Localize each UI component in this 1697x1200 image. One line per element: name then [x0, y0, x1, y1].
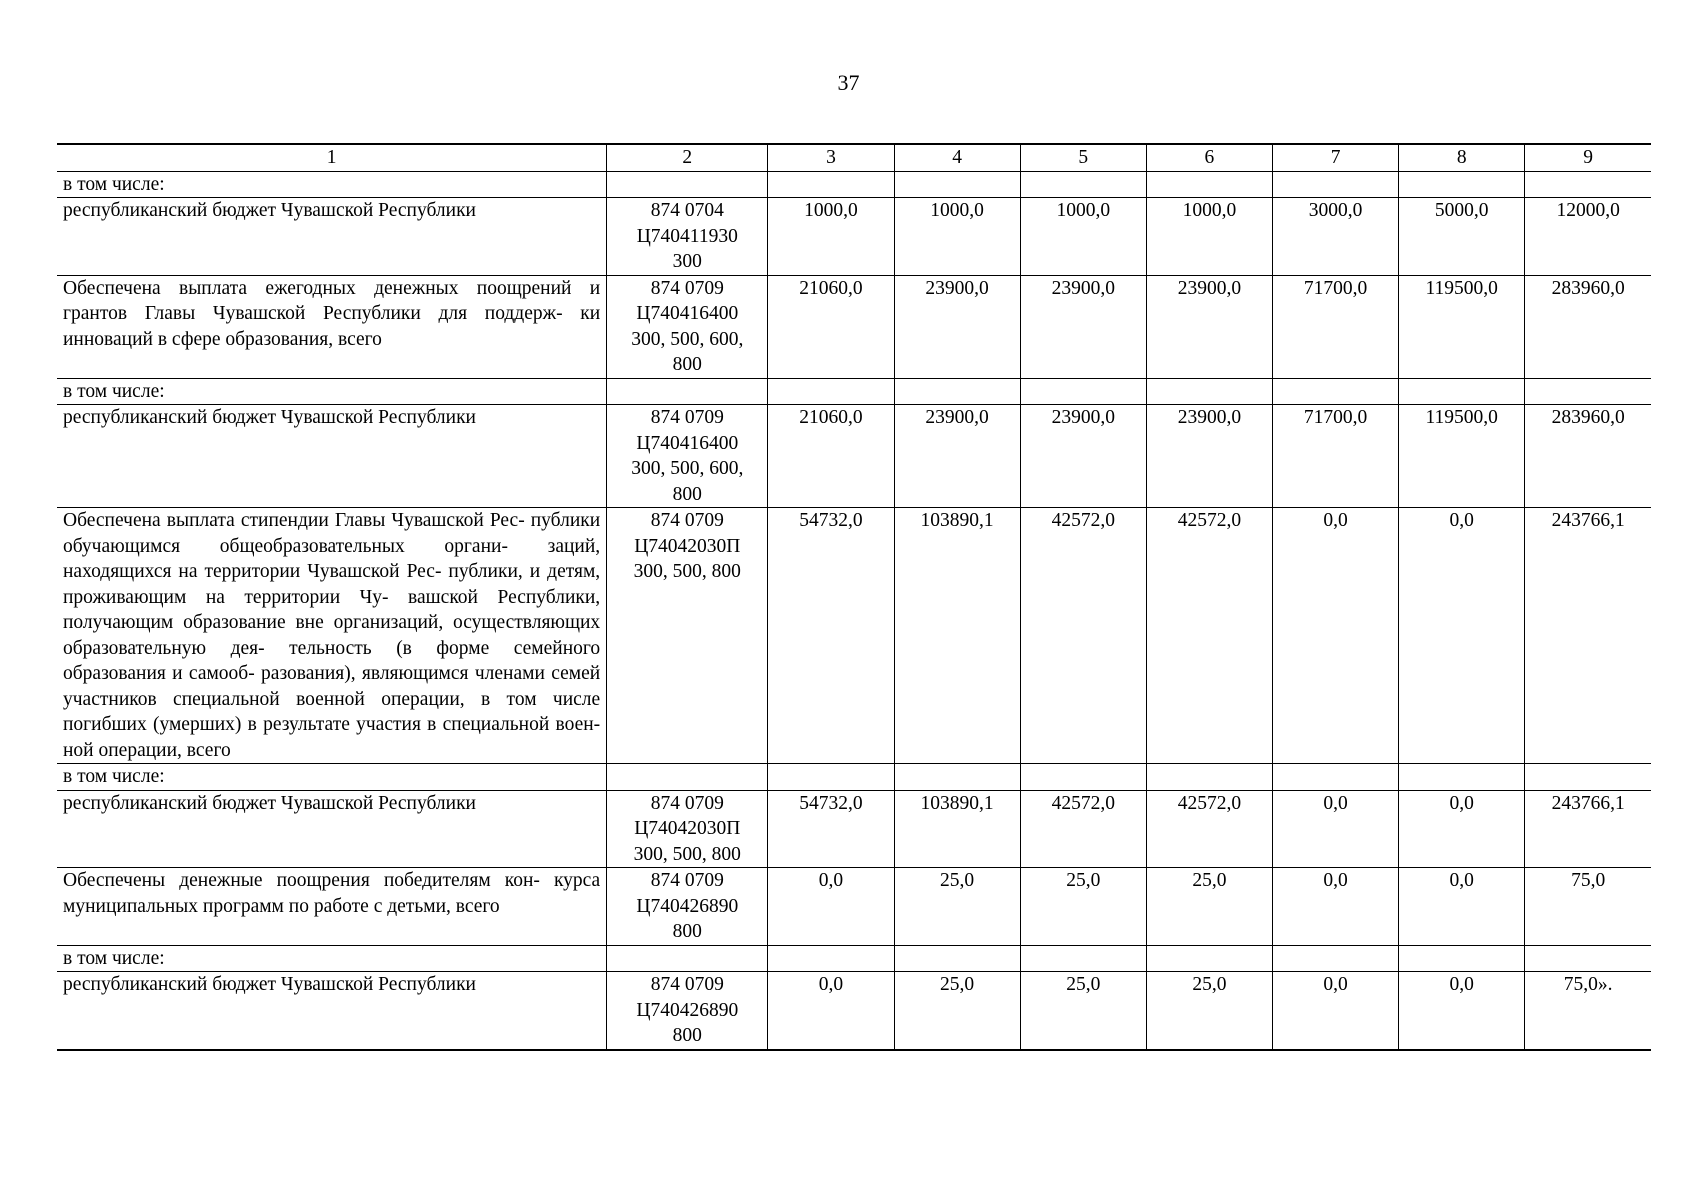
budget-code [607, 378, 768, 405]
header-cell: 3 [768, 144, 894, 171]
value-col-8: 0,0 [1399, 508, 1525, 764]
budget-code-line: Ц740411930 [636, 225, 738, 247]
value-col-4: 103890,1 [894, 790, 1020, 868]
budget-code [607, 764, 768, 791]
value-col-8: 0,0 [1399, 868, 1525, 946]
table-row [57, 508, 1651, 764]
value-col-4: 103890,1 [894, 508, 1020, 764]
value-col-5 [1020, 764, 1146, 791]
table-row [57, 275, 1651, 378]
value-col-4: 23900,0 [894, 275, 1020, 378]
subtotal-label-row [57, 171, 1651, 198]
value-col-7 [1273, 171, 1399, 198]
table-row [57, 405, 1651, 508]
row-description: Обеспечена выплата ежегодных денежных поощрений и грантов Главы Чувашской Республики для поддерж- ки инноваций в сфере образования, всего [57, 275, 607, 378]
budget-code [607, 405, 768, 508]
table-row [57, 972, 1651, 1050]
budget-code [607, 171, 768, 198]
value-col-9: 243766,1 [1525, 790, 1651, 868]
value-col-3 [768, 945, 894, 972]
row-description: республиканский бюджет Чувашской Республики [57, 790, 607, 868]
budget-code-line: Ц740426890 [636, 895, 739, 917]
subtotal-label-row [57, 945, 1651, 972]
table-row [57, 198, 1651, 276]
row-description: Обеспечены денежные поощрения победителям кон- курса муниципальных программ по работе с детьми, всего [57, 868, 607, 946]
value-col-9: 75,0 [1525, 868, 1651, 946]
value-col-9 [1525, 764, 1651, 791]
value-col-8: 0,0 [1399, 972, 1525, 1050]
row-description: в том числе: [57, 171, 607, 198]
value-col-4 [894, 171, 1020, 198]
value-col-5: 25,0 [1020, 972, 1146, 1050]
budget-code [607, 275, 768, 378]
budget-code [607, 790, 768, 868]
value-col-5: 23900,0 [1020, 275, 1146, 378]
value-col-6: 42572,0 [1146, 790, 1272, 868]
value-col-8 [1399, 171, 1525, 198]
budget-code-line: 874 0709 [650, 870, 724, 891]
budget-code-line: Ц74042030П [634, 818, 741, 839]
value-col-8: 119500,0 [1399, 405, 1525, 508]
value-col-6 [1146, 171, 1272, 198]
row-description: республиканский бюджет Чувашской Республики [57, 972, 607, 1050]
value-col-5: 23900,0 [1020, 405, 1146, 508]
value-col-4 [894, 378, 1020, 405]
row-description: в том числе: [57, 378, 607, 405]
subtotal-label-row [57, 764, 1651, 791]
table-row [57, 790, 1651, 868]
value-col-4: 1000,0 [894, 198, 1020, 276]
value-col-7: 0,0 [1273, 508, 1399, 764]
value-col-8: 119500,0 [1399, 275, 1525, 378]
value-col-6 [1146, 945, 1272, 972]
budget-code-line: 800 [672, 483, 702, 505]
value-col-4 [894, 945, 1020, 972]
value-col-3: 0,0 [768, 972, 894, 1050]
budget-code-line: 874 0709 [650, 407, 724, 428]
budget-code-line: 800 [672, 921, 702, 942]
budget-code-line: 874 0709 [650, 792, 724, 814]
value-col-6: 25,0 [1146, 972, 1272, 1050]
value-col-7 [1273, 945, 1399, 972]
value-col-8: 5000,0 [1399, 198, 1525, 276]
budget-code [607, 868, 768, 946]
value-col-9: 283960,0 [1525, 405, 1651, 508]
budget-code-line: 300, 500, 800 [633, 843, 741, 865]
value-col-5 [1020, 171, 1146, 198]
budget-code [607, 945, 768, 972]
budget-code-line: 300, 500, 600, [631, 458, 744, 479]
value-col-5 [1020, 945, 1146, 972]
budget-code-line: Ц740426890 [636, 999, 739, 1021]
value-col-5: 42572,0 [1020, 508, 1146, 764]
value-col-3 [768, 171, 894, 198]
header-cell: 7 [1273, 144, 1399, 171]
row-description: в том числе: [57, 945, 607, 972]
value-col-8 [1399, 945, 1525, 972]
budget-code [607, 508, 768, 764]
header-cell: 2 [607, 144, 768, 171]
header-cell: 5 [1020, 144, 1146, 171]
value-col-3: 1000,0 [768, 198, 894, 276]
budget-code [607, 972, 768, 1050]
row-description: республиканский бюджет Чувашской Республики [57, 198, 607, 276]
value-col-3 [768, 764, 894, 791]
header-cell: 9 [1525, 144, 1651, 171]
value-col-9: 12000,0 [1525, 198, 1651, 276]
budget-code-line: 300, 500, 600, [631, 328, 744, 350]
budget-code [607, 198, 768, 276]
table-row [57, 868, 1651, 946]
value-col-4 [894, 764, 1020, 791]
value-col-4: 23900,0 [894, 405, 1020, 508]
value-col-9 [1525, 171, 1651, 198]
value-col-6 [1146, 378, 1272, 405]
value-col-9: 75,0». [1525, 972, 1651, 1050]
value-col-3: 54732,0 [768, 508, 894, 764]
budget-code-line: 800 [672, 1025, 702, 1046]
value-col-7: 71700,0 [1273, 275, 1399, 378]
value-col-6: 1000,0 [1146, 198, 1272, 276]
value-col-3: 21060,0 [768, 405, 894, 508]
budget-code-line: Ц740416400 [636, 432, 739, 454]
budget-code-line: 874 0704 [650, 200, 724, 221]
value-col-9: 283960,0 [1525, 275, 1651, 378]
value-col-6: 25,0 [1146, 868, 1272, 946]
value-col-4: 25,0 [894, 972, 1020, 1050]
value-col-9 [1525, 945, 1651, 972]
header-cell: 1 [57, 144, 607, 171]
value-col-5: 42572,0 [1020, 790, 1146, 868]
value-col-7: 0,0 [1273, 972, 1399, 1050]
value-col-6: 42572,0 [1146, 508, 1272, 764]
page-number: 37 [837, 70, 860, 95]
budget-code-line: 300 [672, 251, 702, 272]
value-col-5: 25,0 [1020, 868, 1146, 946]
value-col-3: 54732,0 [768, 790, 894, 868]
value-col-6: 23900,0 [1146, 275, 1272, 378]
row-description: республиканский бюджет Чувашской Республики [57, 405, 607, 508]
value-col-3: 0,0 [768, 868, 894, 946]
budget-code-line: 874 0709 [650, 277, 724, 299]
value-col-4: 25,0 [894, 868, 1020, 946]
row-description: Обеспечена выплата стипендии Главы Чувашской Рес- публики обучающимся общеобразовательных органи- заций, находящихся на территории Чувашской Рес- публики, и детям, проживающим на территории Чу- вашской Республики, получающим образование вне организаций, осуществляющих образовательную дея- тельность (в форме семейного образования и самооб- разования), являющимся членами семей участников специальной военной операции, в том числе погибших (умерших) в результате участия в специальной воен- ной операции, всего [57, 508, 607, 764]
header-cell: 6 [1146, 144, 1272, 171]
value-col-8 [1399, 764, 1525, 791]
value-col-6 [1146, 764, 1272, 791]
value-col-7 [1273, 378, 1399, 405]
budget-code-line: 300, 500, 800 [633, 561, 741, 582]
value-col-9: 243766,1 [1525, 508, 1651, 764]
value-col-8: 0,0 [1399, 790, 1525, 868]
value-col-8 [1399, 378, 1525, 405]
budget-code-line: 874 0709 [650, 974, 724, 995]
value-col-5 [1020, 378, 1146, 405]
value-col-6: 23900,0 [1146, 405, 1272, 508]
header-row [57, 144, 1651, 171]
budget-code-line: 874 0709 [650, 510, 724, 531]
value-col-7: 3000,0 [1273, 198, 1399, 276]
header-cell: 8 [1399, 144, 1525, 171]
value-col-5: 1000,0 [1020, 198, 1146, 276]
table-body [57, 144, 1651, 1050]
value-col-7 [1273, 764, 1399, 791]
value-col-7: 0,0 [1273, 790, 1399, 868]
budget-code-line: Ц74042030П [634, 535, 741, 557]
budget-code-line: Ц740416400 [636, 303, 739, 324]
value-col-7: 0,0 [1273, 868, 1399, 946]
value-col-7: 71700,0 [1273, 405, 1399, 508]
value-col-9 [1525, 378, 1651, 405]
value-col-3: 21060,0 [768, 275, 894, 378]
subtotal-label-row [57, 378, 1651, 405]
value-col-3 [768, 378, 894, 405]
row-description: в том числе: [57, 764, 607, 791]
budget-table [57, 143, 1651, 1051]
header-cell: 4 [894, 144, 1020, 171]
budget-code-line: 800 [672, 354, 702, 375]
